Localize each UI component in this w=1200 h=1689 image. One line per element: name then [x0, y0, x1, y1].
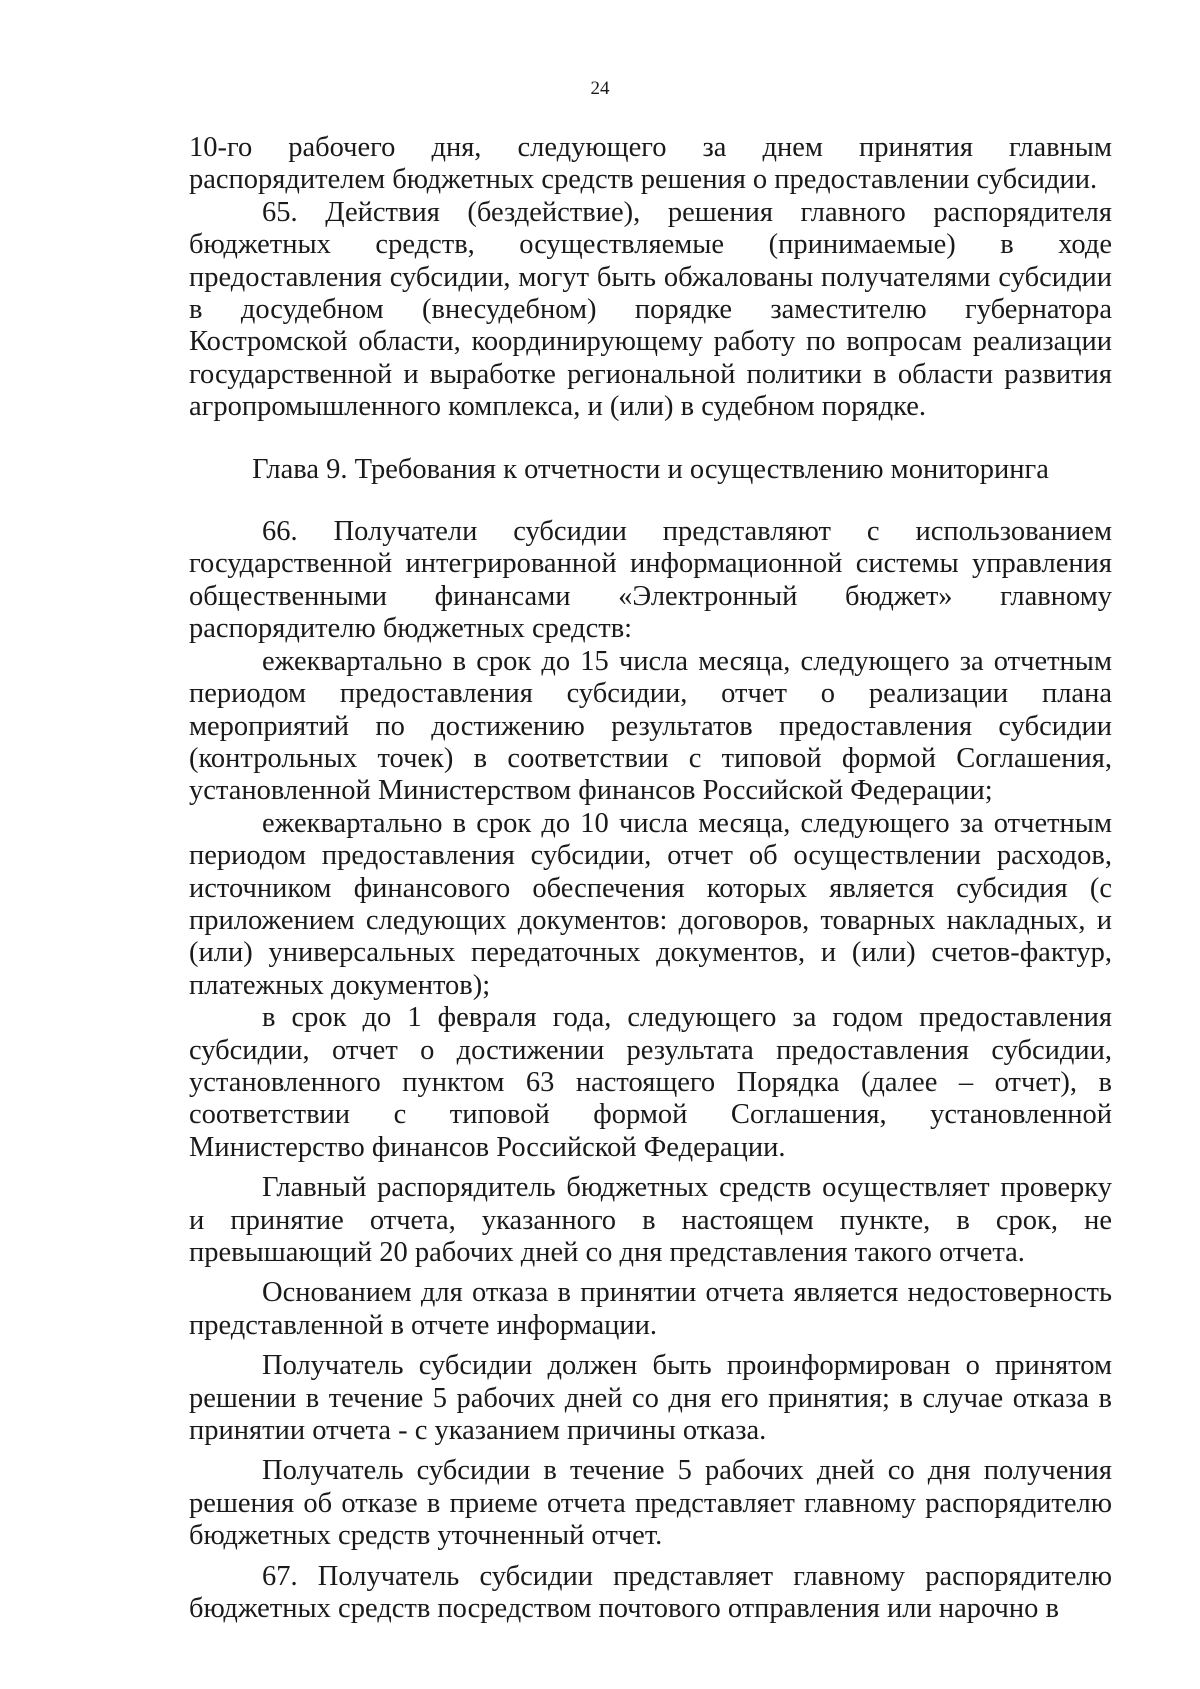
paragraph-66-item-1: ежеквартально в срок до 15 числа месяца, следующего за отчетным периодом предоставления субсидии, отчет о реализации плана мероприятий по достижению результатов предоставления субсидии (контрольных точек) в соответствии с типовой формой Соглашения, установленной Министерством финансов Российской Федерации; [189, 645, 1112, 807]
paragraph-65: 65. Действия (бездействие), решения главного распорядителя бюджетных средств, осуществляемые (принимаемые) в ходе предоставления субсидии, могут быть обжалованы получателями субсидии в досудебном (внесудебном) порядке заместителю губернатора Костромской области, координирующему работу по вопросам реализации государственной и выработке региональной политики в области развития агропромышленного комплекса, и (или) в судебном порядке. [189, 196, 1112, 423]
document-body [189, 132, 1112, 1625]
paragraph-report-check: Главный распорядитель бюджетных средств осуществляет проверку и принятие отчета, указанного в настоящем пункте, в срок, не превышающий 20 рабочих дней со дня представления такого отчета. [189, 1172, 1112, 1268]
paragraph-66-item-2: ежеквартально в срок до 10 числа месяца, следующего за отчетным периодом предоставления субсидии, отчет об осуществлении расходов, источником финансового обеспечения которых является субсидия (с приложением следующих документов: договоров, товарных накладных, и (или) универсальных передаточных документов, и (или) счетов-фактур, платежных документов); [189, 807, 1112, 1001]
chapter-heading: Глава 9. Требования к отчетности и осуществлению мониторинга [252, 453, 1049, 485]
paragraph-corrected-report: Получатель субсидии в течение 5 рабочих дней со дня получения решения об отказе в приеме отчета представляет главному распорядителю бюджетных средств уточненный отчет. [189, 1455, 1112, 1552]
paragraph-refusal-ground: Основанием для отказа в принятии отчета является недостоверность представленной в отчете информации. [189, 1277, 1112, 1341]
paragraph-notification: Получатель субсидии должен быть проинформирован о принятом решении в течение 5 рабочих дней со дня его принятия; в случае отказа в принятии отчета - с указанием причины отказа. [189, 1350, 1112, 1447]
paragraph-66-item-3: в срок до 1 февраля года, следующего за годом предоставления субсидии, отчет о достижении результата предоставления субсидии, установленного пунктом 63 настоящего Порядка (далее – отчет), в соответствии с типовой формой Соглашения, установленной Министерство финансов Российской Федерации. [189, 1002, 1112, 1163]
paragraph-67: 67. Получатель субсидии представляет главному распорядителю бюджетных средств посредством почтового отправления или нарочно в [189, 1560, 1112, 1625]
page-number: 24 [590, 78, 610, 99]
paragraph-continuation: 10-го рабочего дня, следующего за днем принятия главным распорядителем бюджетных средств решения о предоставлении субсидии. [189, 132, 1112, 196]
paragraph-66: 66. Получатели субсидии представляют с использованием государственной интегрированной информационной системы управления общественными финансами «Электронный бюджет» главному распорядителю бюджетных средств: [189, 516, 1112, 645]
